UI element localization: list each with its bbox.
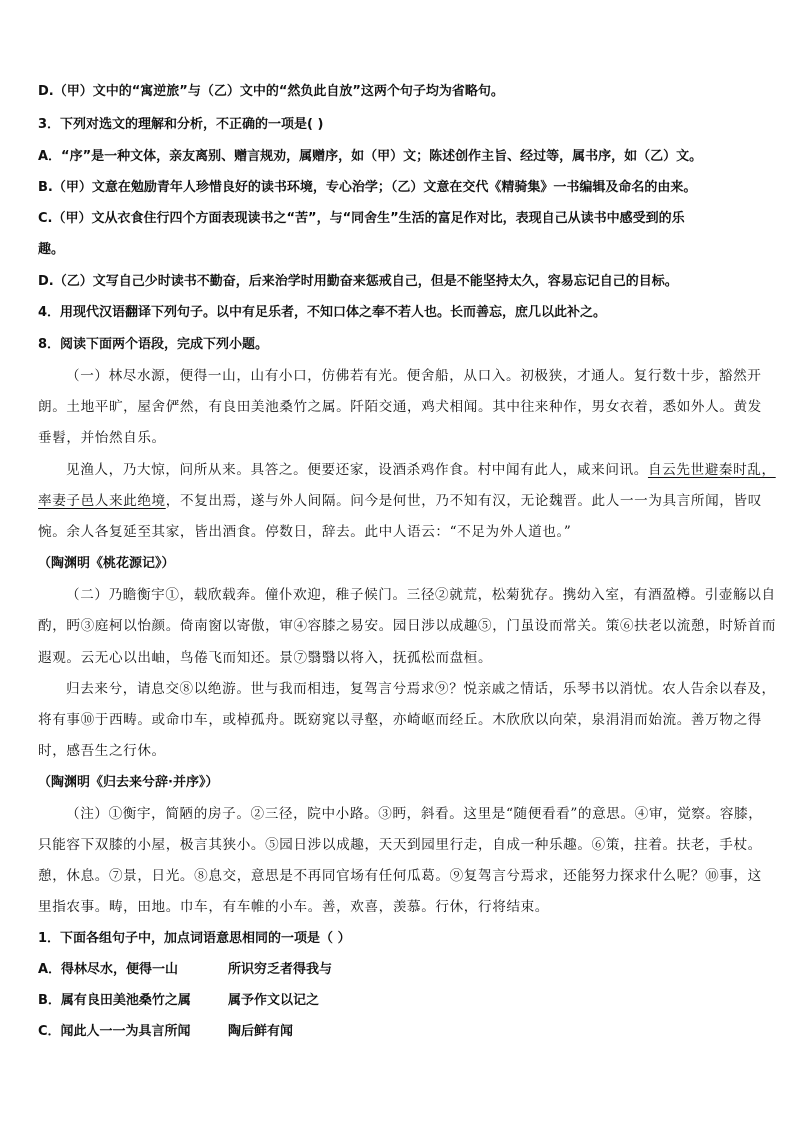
choice-a-left: A．得林尽水，便得一山 — [38, 962, 179, 977]
choice-b-left: B．属有良田美池桑竹之属 — [38, 993, 191, 1008]
notes-line-2: 只能容下双膝的小屋，极言其狭小。⑤园日涉以成趣，天天到园里行走，自成一种乐趣。⑥策，拄着。扶老，手杖。 — [38, 837, 762, 853]
passage-text: ，不复出焉，遂与外人间隔。问今是何世，乃不知有汉，无论魏晋。此人一一为具言所闻，皆叹 — [165, 493, 762, 509]
option-c-line-cont: 趣。 — [38, 242, 65, 257]
question-1: 1．下面各组句子中，加点词语意思相同的一项是（ ） — [38, 931, 351, 946]
option-d2-line: D.（乙）文写自己少时读书不勤奋，后来治学时用勤奋来惩戒自己，但是不能坚持太久，容易忘记自己的目标。 — [38, 274, 678, 289]
choice-c-left: C．闻此人一一为具言所闻 — [38, 1024, 191, 1039]
passage-text: 见渔人，乃大惊，问所从来。具答之。便要还家，设酒杀鸡作食。村中闻有此人，咸来问讯。 — [66, 462, 648, 478]
choice-a — [38, 960, 760, 980]
question-4: 4．用现代汉语翻译下列句子。以中有足乐者，不知口体之奉不若人也。长而善忘，庶几以此补之。 — [38, 305, 607, 320]
passage-2-line-5: 将有事⑩于西畴。或命巾车，或棹孤舟。既窈窕以寻壑，亦崎岖而经丘。木欣欣以向荣，泉涓涓而始流。善万物之得 — [38, 712, 762, 728]
passage-2-line-2: 酌，眄③庭柯以怡颜。倚南窗以寄傲，审④容膝之易安。园日涉以成趣⑤，门虽设而常关。策⑥扶老以流憩，时矫首而 — [38, 618, 777, 634]
option-b-line: B.（甲）文意在勉励青年人珍惜良好的读书环境，专心治学；（乙）文意在交代《精骑集》一书编辑及命名的由来。 — [38, 180, 697, 195]
source-1: （陶渊明《桃花源记》） — [38, 556, 175, 571]
choice-a-right: 所识穷乏者得我与 — [228, 962, 333, 977]
passage-2-line-4: 归去来兮，请息交⑧以绝游。世与我而相违，复驾言兮焉求⑨？悦亲戚之情话，乐琴书以消忧。农人告余以春及， — [66, 681, 776, 697]
passage-1-line-6: 惋。余人各复延至其家，皆出酒食。停数日，辞去。此中人语云：“不足为外人道也。” — [38, 524, 572, 540]
passage-1-line-4 — [66, 460, 776, 480]
underlined-sentence: 自云先世避秦时乱， — [647, 462, 776, 478]
passage-2-line-3: 遐观。云无心以出岫，鸟倦飞而知还。景⑦翳翳以将入，抚孤松而盘桓。 — [38, 650, 493, 666]
option-d-line: D.（甲）文中的“寓逆旅”与（乙）文中的“然负此自放”这两个句子均为省略句。 — [38, 84, 504, 99]
source-2: （陶渊明《归去来兮辞·并序》） — [38, 775, 219, 790]
passage-1-line-5 — [38, 491, 760, 511]
passage-1-line-1: （一）林尽水源，便得一山，山有小口，仿佛若有光。便舍船，从口入。初极狭，才通人。复行数十步，豁然开 — [66, 368, 762, 384]
notes-line-1: （注）①衡宇，简陋的房子。②三径，院中小路。③眄，斜看。这里是“随便看看”的意思。④审，觉察。容膝， — [66, 806, 763, 822]
underlined-sentence-cont: 率妻子邑人来此绝境 — [38, 493, 166, 509]
option-a-line: A．“序”是一种文体，亲友离别、赠言规劝，属赠序，如（甲）文；陈述创作主旨、经过等，属书序，如（乙）文。 — [38, 149, 703, 164]
choice-b-right: 属予作文以记之 — [228, 993, 320, 1008]
passage-1-line-2: 朗。土地平旷，屋舍俨然，有良田美池桑竹之属。阡陌交通，鸡犬相闻。其中往来种作，男女衣着，悉如外人。黄发 — [38, 399, 762, 415]
choice-c — [38, 1022, 760, 1042]
passage-1-line-3: 垂髫，并怡然自乐。 — [38, 430, 166, 446]
notes-line-3: 憩，休息。⑦景，日光。⑧息交，意思是不再同官场有任何瓜葛。⑨复驾言兮焉求，还能努力探求什么呢？⑩事，这 — [38, 868, 762, 884]
passage-2-line-1: （二）乃瞻衡宇①，载欣载奔。僮仆欢迎，稚子候门。三径②就荒，松菊犹存。携幼入室，有酒盈樽。引壶觞以自 — [66, 587, 776, 603]
choice-c-right: 陶后鲜有闻 — [228, 1024, 294, 1039]
question-3: 3．下列对选文的理解和分析，不正确的一项是( ) — [38, 117, 324, 132]
passage-2-line-6: 时，感吾生之行休。 — [38, 743, 166, 759]
question-8: 8．阅读下面两个语段，完成下列小题。 — [38, 337, 269, 352]
notes-line-4: 里指农事。畴，田地。巾车，有车帷的小车。善，欢喜，羡慕。行休，行将结束。 — [38, 899, 549, 915]
option-c-line: C.（甲）文从衣食住行四个方面表现读书之“苦”，与“同舍生”生活的富足作对比，表现自己从读书中感受到的乐 — [38, 211, 685, 226]
choice-b — [38, 991, 760, 1011]
